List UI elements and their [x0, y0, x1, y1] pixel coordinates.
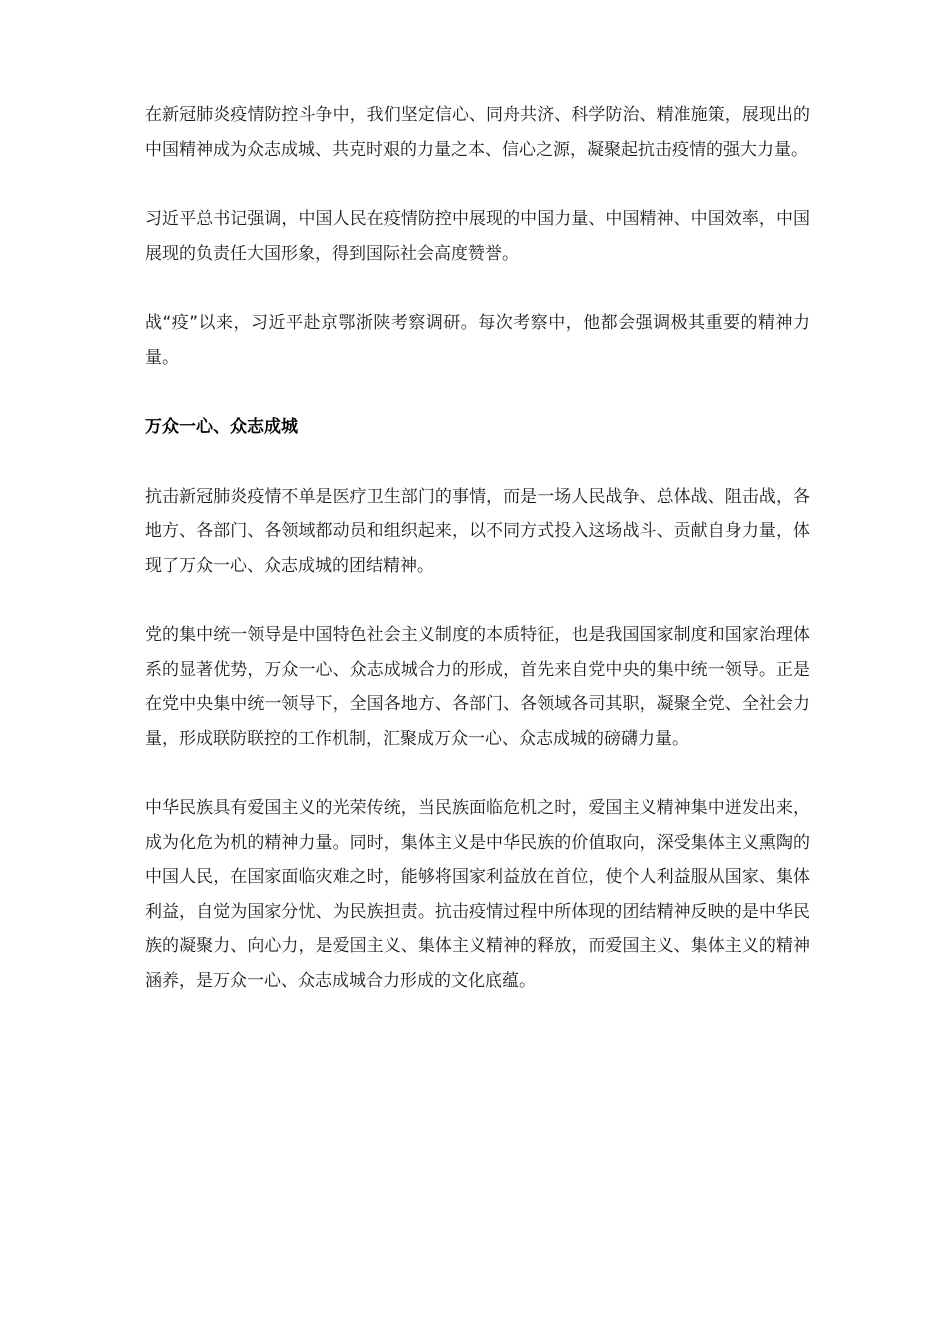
paragraph-section-2: 党的集中统一领导是中国特色社会主义制度的本质特征，也是我国国家制度和国家治理体系的显著优势，万众一心、众志成城合力的形成，首先来自党中央的集中统一领导。正是在党中央集中统一领导下，全国各地方、各部门、各领域各司其职，凝聚全党、全社会力量，形成联防联控的工作机制，汇聚成万众一心、众志成城的磅礴力量。: [145, 625, 810, 749]
section-heading: 万众一心、众志成城: [145, 417, 298, 437]
document-body: [145, 98, 810, 1033]
paragraph-section-1: 抗击新冠肺炎疫情不单是医疗卫生部门的事情，而是一场人民战争、总体战、阻击战，各地方、各部门、各领域都动员和组织起来，以不同方式投入这场战斗、贡献自身力量，体现了万众一心、众志成城的团结精神。: [145, 486, 810, 576]
paragraph-intro-3: 战“疫”以来，习近平赴京鄂浙陕考察调研。每次考察中，他都会强调极其重要的精神力量。: [145, 313, 810, 368]
paragraph-section-3: 中华民族具有爱国主义的光荣传统，当民族面临危机之时，爱国主义精神集中迸发出来，成为化危为机的精神力量。同时，集体主义是中华民族的价值取向，深受集体主义熏陶的中国人民，在国家面临灾难之时，能够将国家利益放在首位，使个人利益服从国家、集体利益，自觉为国家分忧、为民族担责。抗击疫情过程中所体现的团结精神反映的是中华民族的凝聚力、向心力，是爱国主义、集体主义精神的释放，而爱国主义、集体主义的精神涵养，是万众一心、众志成城合力形成的文化底蕴。: [145, 798, 810, 991]
paragraph-intro-2: 习近平总书记强调，中国人民在疫情防控中展现的中国力量、中国精神、中国效率，中国展现的负责任大国形象，得到国际社会高度赞誉。: [145, 209, 810, 264]
paragraph-intro-1: 在新冠肺炎疫情防控斗争中，我们坚定信心、同舟共济、科学防治、精准施策，展现出的中国精神成为众志成城、共克时艰的力量之本、信心之源，凝聚起抗击疫情的强大力量。: [145, 105, 810, 160]
